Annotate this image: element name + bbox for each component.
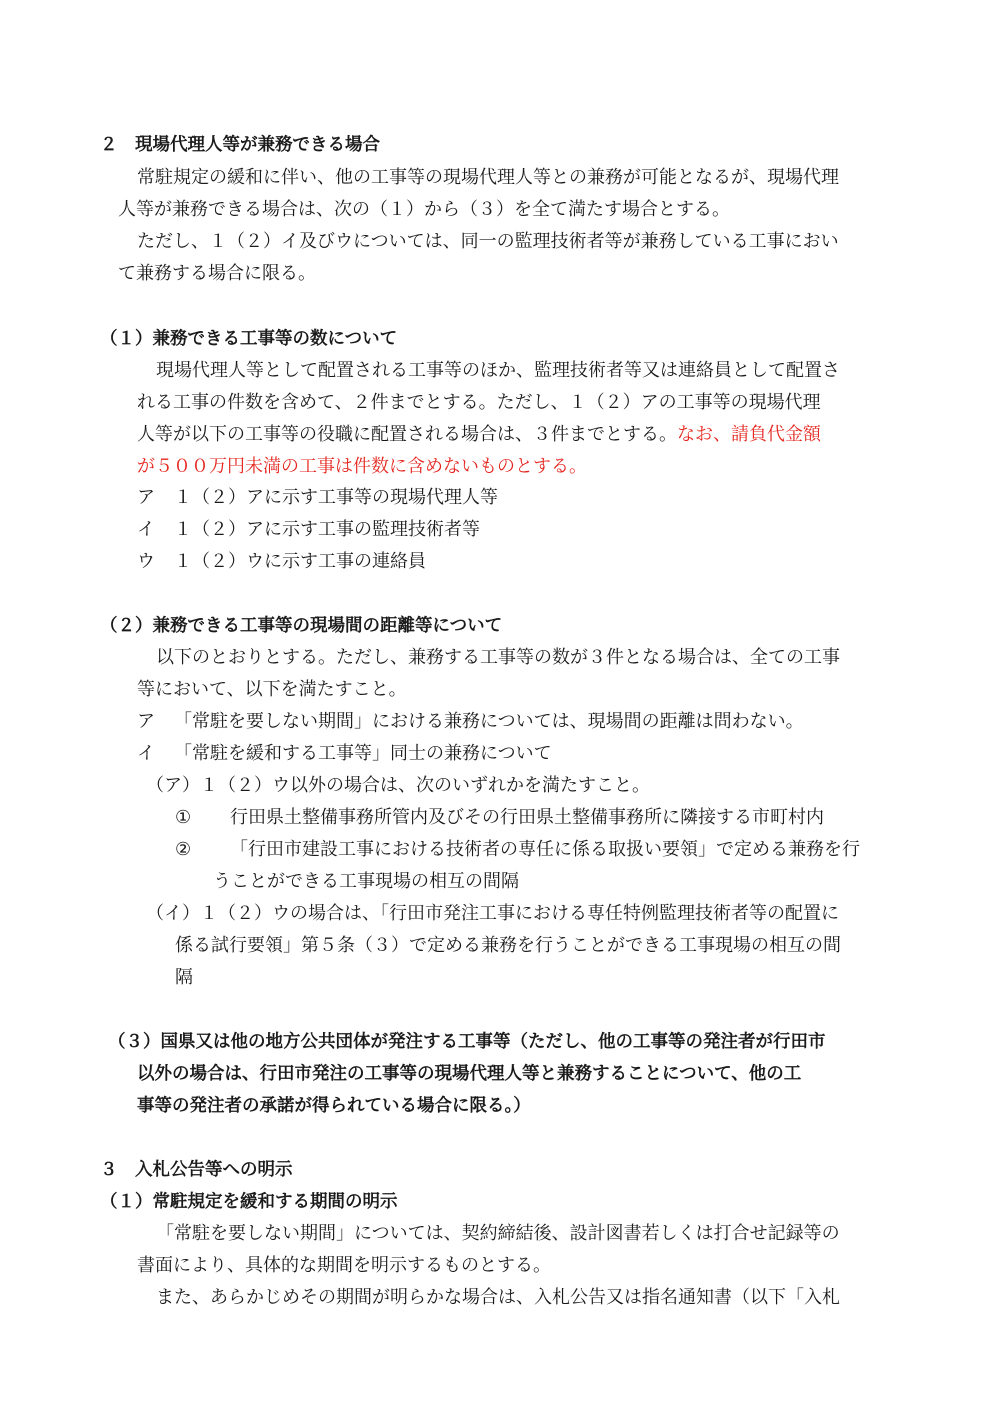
sub1-item-a <box>137 486 498 510</box>
sub3-line2: 以外の場合は、行田市発注の工事等の現場代理人等と兼務することについて、他の工 <box>137 1064 802 1084</box>
sub2-item-i-text: 「常駐を緩和する工事等」同士の兼務について <box>174 743 552 764</box>
sub2-circle2 <box>175 838 860 862</box>
sub2-circle2-line2: うことができる工事現場の相互の間隔 <box>213 871 519 892</box>
sub1-line3-text: 人等が以下の工事等の役職に配置される場合は、３件までとする。 <box>137 424 677 445</box>
sub1-item-a-text: １（２）アに示す工事等の現場代理人等 <box>174 487 498 508</box>
sub1-item-i-mark: イ <box>137 519 155 540</box>
section2-para1-line2: 人等が兼務できる場合は、次の（１）から（３）を全て満たす場合とする。 <box>118 199 730 220</box>
sub1-line2: れる工事の件数を含めて、２件までとする。ただし、１（２）アの工事等の現場代理 <box>137 392 821 413</box>
sub1-line3 <box>137 423 821 447</box>
section3-line1: 「常駐を要しない期間」については、契約締結後、設計図書若しくは打合せ記録等の <box>156 1223 840 1244</box>
sub1-item-i-text: １（２）アに示す工事の監理技術者等 <box>174 519 480 540</box>
sub2-paren-i-line3: 隔 <box>175 967 193 988</box>
sub1-item-u <box>137 550 426 574</box>
section2-para1-line1: 常駐規定の緩和に伴い、他の工事等の現場代理人等との兼務が可能となるが、現場代理 <box>137 167 839 188</box>
sub2-circle1-text: 行田県土整備事務所管内及びその行田県土整備事務所に隣接する市町村内 <box>230 807 824 828</box>
sub1-line1: 現場代理人等として配置される工事等のほか、監理技術者等又は連絡員として配置さ <box>156 360 840 381</box>
sub1-item-a-mark: ア <box>137 487 155 508</box>
sub2-item-i-mark: イ <box>137 743 155 764</box>
section3-line3: また、あらかじめその期間が明らかな場合は、入札公告又は指名通知書（以下「入札 <box>156 1287 840 1308</box>
sub2-paren-i-line2: 係る試行要領」第５条（３）で定める兼務を行うことができる工事現場の相互の間 <box>175 935 841 956</box>
sub1-item-u-text: １（２）ウに示す工事の連絡員 <box>174 551 426 572</box>
sub2-item-a-text: 「常駐を要しない期間」における兼務については、現場間の距離は問わない。 <box>174 711 804 732</box>
sub2-line1: 以下のとおりとする。ただし、兼務する工事等の数が３件となる場合は、全ての工事 <box>156 647 840 668</box>
sub2-circle1 <box>175 806 824 830</box>
sub2-line2: 等において、以下を満たすこと。 <box>137 679 407 700</box>
sub2-item-a-mark: ア <box>137 711 155 732</box>
sub3-line3: 事等の発注者の承諾が得られている場合に限る。） <box>137 1096 531 1116</box>
sub2-item-a <box>137 710 804 734</box>
sub2-item-i <box>137 742 552 766</box>
sub2-circle2-mark: ② <box>175 839 192 860</box>
sub1-heading: （１）兼務できる工事等の数について <box>100 329 398 349</box>
sub2-paren-i-line1: （イ）１（２）ウの場合は、「行田市発注工事における専任特例監理技術者等の配置に <box>146 903 839 924</box>
section2-para2-line2: て兼務する場合に限る。 <box>118 263 316 284</box>
sub2-heading: （２）兼務できる工事等の現場間の距離等について <box>100 616 503 636</box>
sub1-red-note-start: なお、請負代金額 <box>677 424 821 445</box>
sub1-red-note: が５００万円未満の工事は件数に含めないものとする。 <box>137 456 587 477</box>
sub2-circle2-text: 「行田市建設工事における技術者の専任に係る取扱い要領」で定める兼務を行 <box>230 839 860 860</box>
sub1-item-u-mark: ウ <box>137 551 155 572</box>
section3-sub1-heading: （１）常駐規定を緩和する期間の明示 <box>100 1192 398 1212</box>
section3-heading: ３ 入札公告等への明示 <box>100 1160 293 1180</box>
sub1-item-i <box>137 518 480 542</box>
section3-line2: 書面により、具体的な期間を明示するものとする。 <box>137 1255 551 1276</box>
sub2-paren-a: （ア）１（２）ウ以外の場合は、次のいずれかを満たすこと。 <box>146 775 650 796</box>
sub2-circle1-mark: ① <box>175 807 192 828</box>
section2-heading: ２ 現場代理人等が兼務できる場合 <box>100 135 380 155</box>
sub3-line1: （３）国県又は他の地方公共団体が発注する工事等（ただし、他の工事等の発注者が行田市 <box>108 1032 826 1052</box>
section2-para2-line1: ただし、１（２）イ及びウについては、同一の監理技術者等が兼務している工事におい <box>137 231 839 252</box>
